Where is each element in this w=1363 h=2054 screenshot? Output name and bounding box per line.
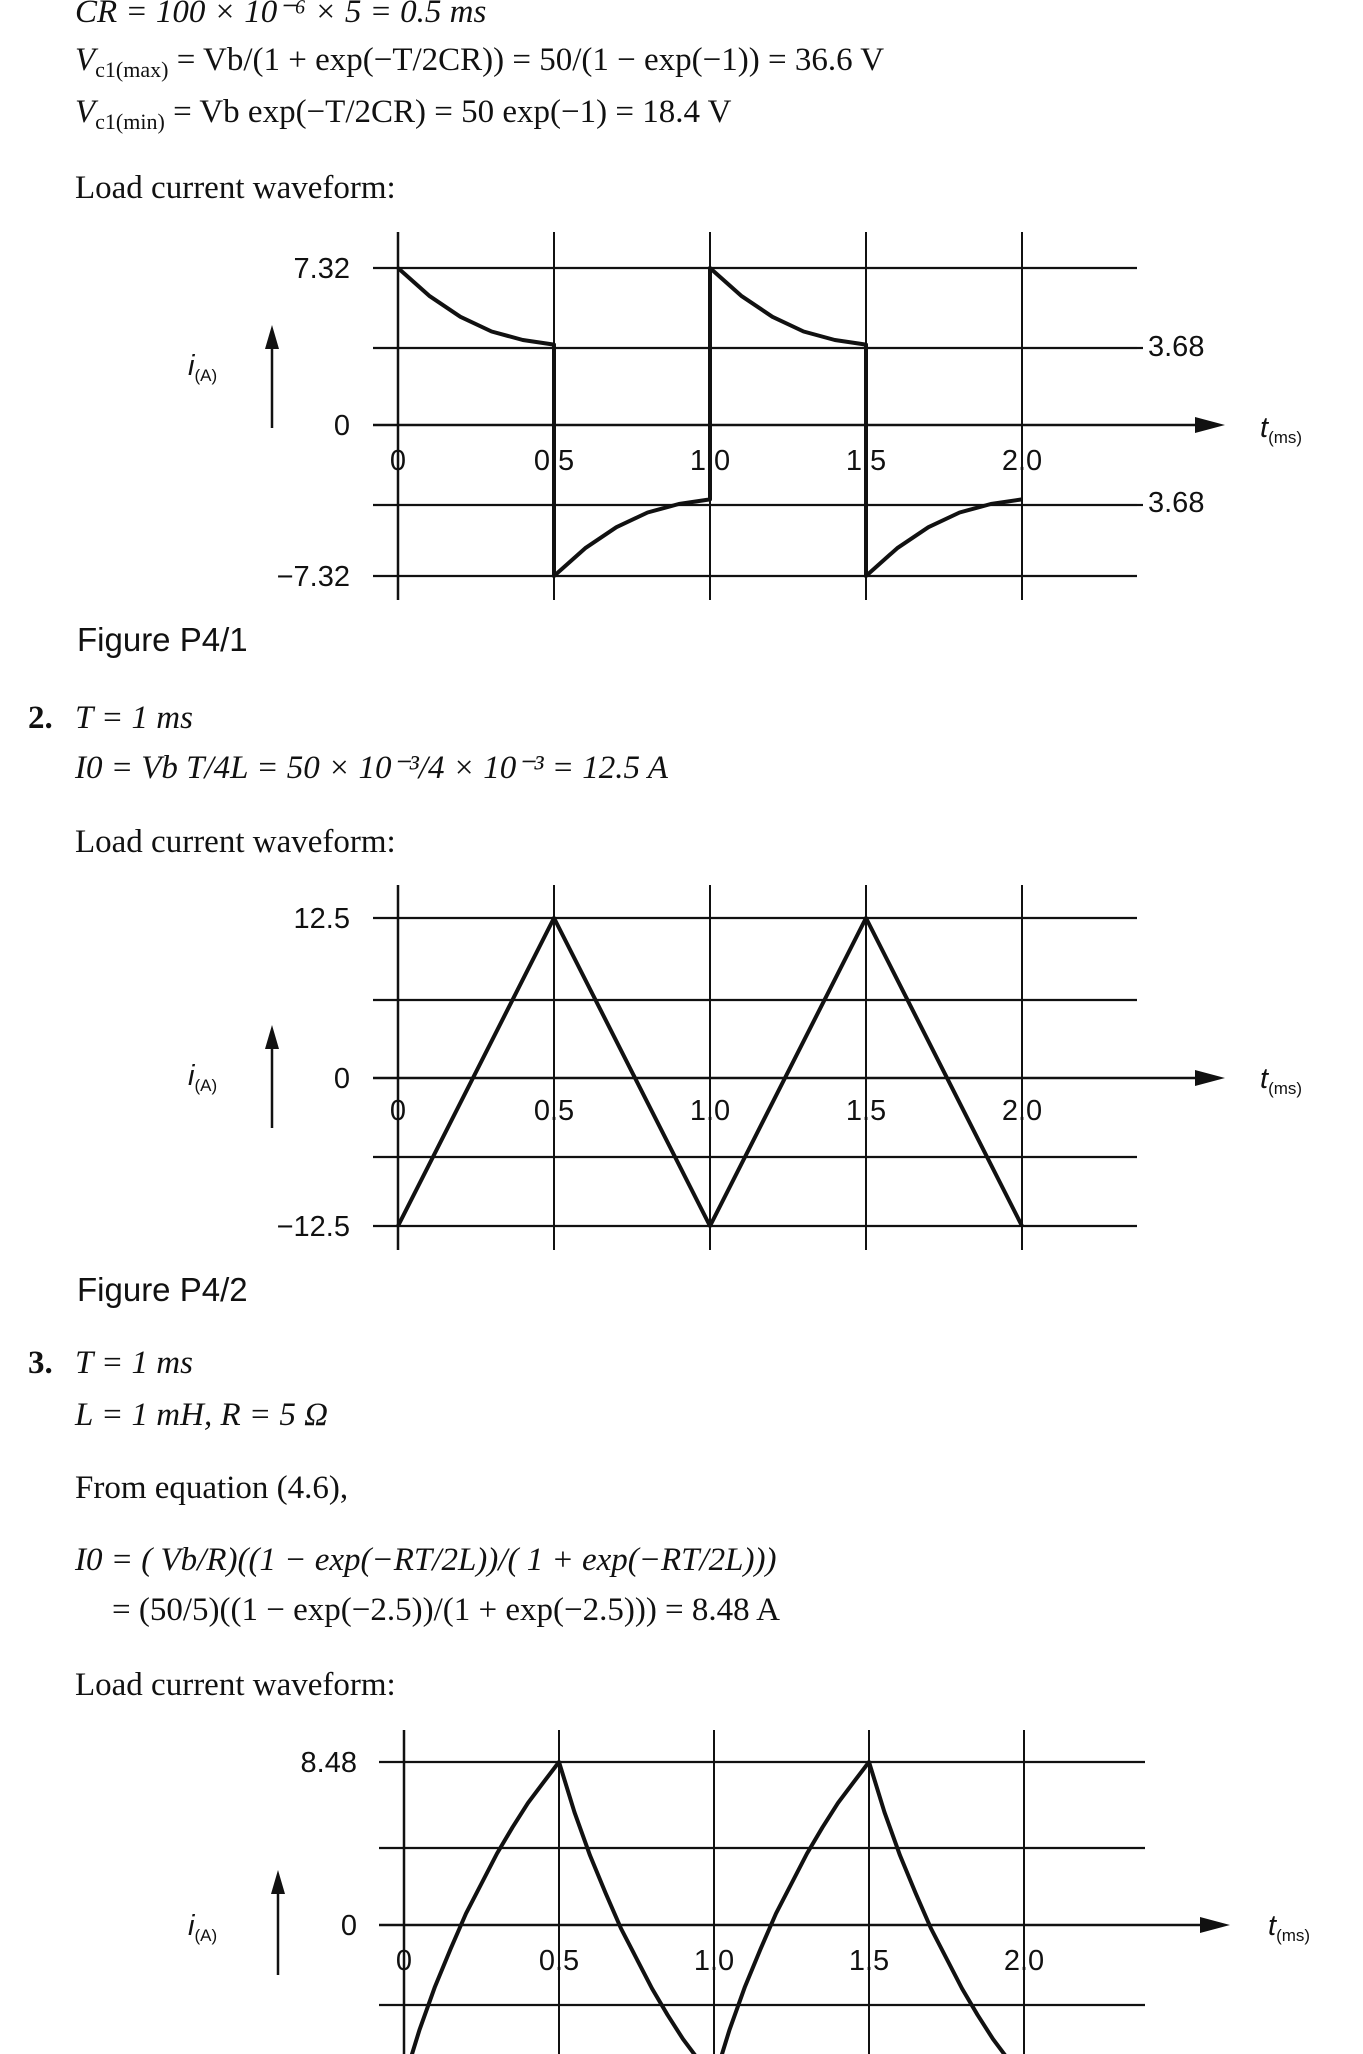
y-axis-label: $i_{(A)}$ bbox=[188, 1060, 218, 1095]
x-tick-label: 1.0 bbox=[689, 445, 731, 477]
x-axis-label: $t_{(ms)}$ bbox=[1260, 1063, 1303, 1098]
x-tick-label: 1.5 bbox=[848, 1945, 890, 1977]
x-tick-label: 1.5 bbox=[845, 1095, 887, 1127]
x-tick-label: 0 bbox=[389, 445, 407, 477]
x-tick-label: 0 bbox=[395, 1945, 413, 1977]
y-level-label: 3.68 bbox=[1148, 487, 1205, 519]
problem-3-t: T = 1 ms bbox=[75, 1345, 193, 1381]
x-tick-label: 0 bbox=[389, 1095, 407, 1127]
problem-2-t: T = 1 ms bbox=[75, 700, 193, 736]
y-axis-label: $i_{(A)}$ bbox=[188, 1910, 218, 1945]
waveform-label-3: Load current waveform: bbox=[75, 1667, 396, 1703]
y-tick-label: 0 bbox=[340, 1910, 357, 1942]
eq-cr: CR = 100 × 10⁻⁶ × 5 = 0.5 ms bbox=[75, 0, 487, 30]
figure-p4-1-caption: Figure P4/1 bbox=[77, 621, 248, 658]
x-axis-label: $t_{(ms)}$ bbox=[1268, 1910, 1311, 1945]
x-tick-label: 1.0 bbox=[693, 1945, 735, 1977]
y-axis-label: $i_{(A)}$ bbox=[188, 350, 218, 385]
x-axis-arrowhead bbox=[1200, 1917, 1230, 1933]
eq-vc1-min: $V_{c1(min)} = Vb$ exp(−T/2CR) = 50 exp(−1) = 18.4 V bbox=[75, 94, 732, 134]
waveform-label-1: Load current waveform: bbox=[75, 170, 396, 206]
figure-p4-2-caption: Figure P4/2 bbox=[77, 1271, 248, 1308]
x-tick-label: 2.0 bbox=[1003, 1945, 1045, 1977]
problem-2-number: 2. bbox=[28, 700, 53, 736]
problem-3-lr: L = 1 mH, R = 5 Ω bbox=[75, 1397, 328, 1433]
y-level-label: 3.68 bbox=[1148, 331, 1205, 363]
y-tick-label: 8.48 bbox=[300, 1747, 357, 1779]
problem-3-i0-line1: I0 = ( Vb/R)((1 − exp(−RT/2L))/( 1 + exp(−RT/2L))) bbox=[75, 1542, 777, 1578]
eq-vc1-max: $V_{c1(max)} = Vb/(1 + \exp(-T/2CR)) = 50/(1 - \exp(-1)) = 36.6$ V bbox=[75, 42, 885, 82]
problem-3-number: 3. bbox=[28, 1345, 53, 1381]
problem-3-i0-line2: = (50/5)((1 − exp(−2.5))/(1 + exp(−2.5))) = 8.48 A bbox=[112, 1592, 780, 1628]
y-tick-label: 7.32 bbox=[293, 253, 350, 285]
waveform-label-2: Load current waveform: bbox=[75, 824, 396, 860]
y-tick-label: 12.5 bbox=[293, 903, 350, 935]
x-tick-label: 0.5 bbox=[533, 1095, 575, 1127]
y-arrow-head bbox=[271, 1870, 285, 1894]
y-tick-label: 0 bbox=[333, 1063, 350, 1095]
y-tick-label: −7.32 bbox=[276, 561, 350, 593]
x-tick-label: 1.0 bbox=[689, 1095, 731, 1127]
x-axis-label: $t_{(ms)}$ bbox=[1260, 412, 1303, 447]
x-tick-label: 1.5 bbox=[845, 445, 887, 477]
x-tick-label: 2.0 bbox=[1001, 445, 1043, 477]
x-tick-label: 0.5 bbox=[533, 445, 575, 477]
problem-3-from-eq: From equation (4.6), bbox=[75, 1470, 349, 1506]
x-tick-label: 0.5 bbox=[538, 1945, 580, 1977]
problem-2-i0: I0 = Vb T/4L = 50 × 10⁻³/4 × 10⁻³ = 12.5 A bbox=[75, 750, 668, 786]
y-tick-label: −12.5 bbox=[276, 1211, 350, 1243]
y-tick-label: 0 bbox=[333, 410, 350, 442]
x-tick-label: 2.0 bbox=[1001, 1095, 1043, 1127]
